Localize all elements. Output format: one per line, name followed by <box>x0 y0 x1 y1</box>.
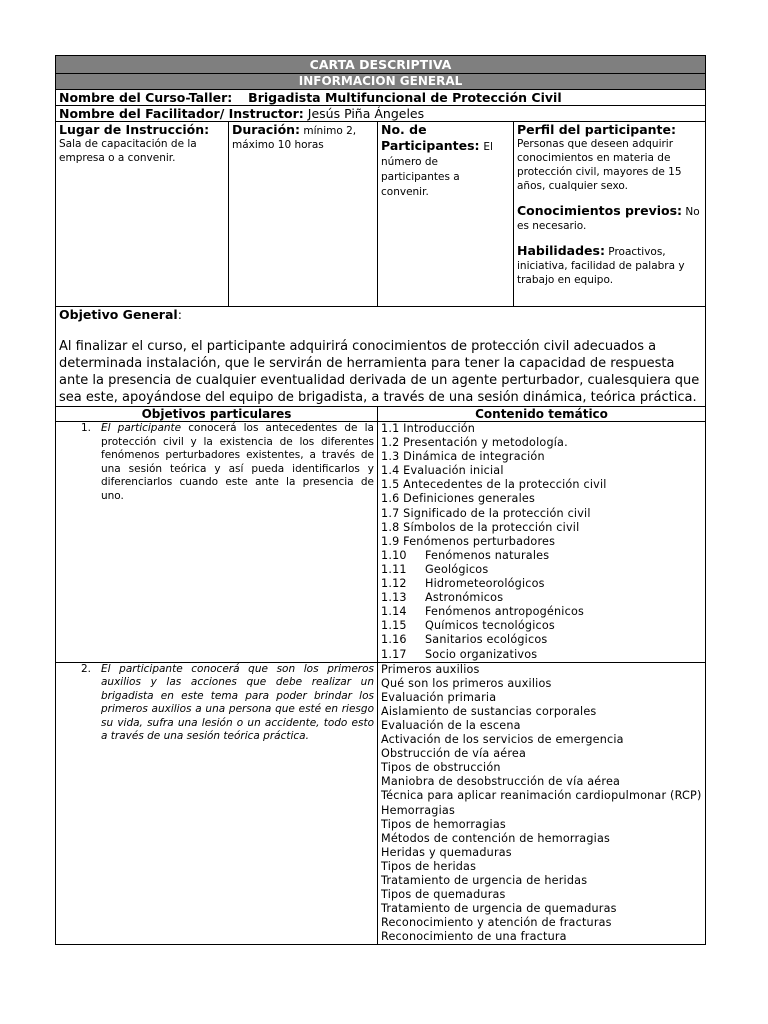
carta-descriptiva-document <box>55 55 705 945</box>
content-item-number: 1.13 <box>381 591 407 605</box>
content-item: Heridas y quemaduras <box>381 845 512 859</box>
title-row <box>56 56 706 74</box>
content-item: Tipos de heridas <box>381 859 477 873</box>
content-item-text: Símbolos de la protección civil <box>403 520 580 534</box>
columns-header-row <box>56 407 706 422</box>
content-item-text: Hidrometeorológicos <box>425 577 545 591</box>
objective-1-text: conocerá los antecedentes de la protección civil y la existencia de los diferentes fenómenos perturbadores existentes, a través de una sesión teórica y así pueda identificarlos y diferenciarlos cuando este ante la presencia de uno. <box>101 422 374 502</box>
content-item: Evaluación de la escena <box>381 718 521 732</box>
document-title: CARTA DESCRIPTIVA <box>56 56 706 74</box>
content-item-text: Astronómicos <box>425 591 504 605</box>
content-item-text: Fenómenos antropogénicos <box>425 605 585 619</box>
course-label: Nombre del Curso-Taller: <box>59 90 233 105</box>
content-item-text: Geológicos <box>425 562 489 576</box>
content-item <box>381 605 702 619</box>
content-item-number: 1.2 <box>381 436 400 450</box>
profile-value: Personas que deseen adquirir conocimientos en materia de protección civil, mayores de 15 años, cualquier sexo. <box>517 138 682 192</box>
objective-2-number: 2. <box>81 662 92 675</box>
content-item: Evaluación primaria <box>381 690 497 704</box>
content-item: Activación de los servicios de emergencia <box>381 733 624 747</box>
particular-objective-2 <box>59 663 374 744</box>
content-item: Tratamiento de urgencia de quemaduras <box>381 902 617 916</box>
content-item-text: Socio organizativos <box>425 647 538 661</box>
participants-cell <box>378 122 514 307</box>
content-item-text: Introducción <box>403 422 476 435</box>
content-item <box>381 464 702 478</box>
content-item-text: Antecedentes de la protección civil <box>403 478 607 492</box>
content-item-number: 1.12 <box>381 577 407 591</box>
content-item-number: 1.11 <box>381 562 407 576</box>
section-title: INFORMACION GENERAL <box>56 74 706 90</box>
facilitator-name: Jesús Piña Ángeles <box>307 106 425 121</box>
particular-objective-1 <box>59 422 374 503</box>
duration-cell <box>229 122 378 307</box>
participants-value: El número de participantes a convenir. <box>381 141 493 198</box>
content-item <box>381 549 702 563</box>
content-item <box>381 450 702 464</box>
content-item <box>381 619 702 633</box>
objective-1-lead: El participante <box>101 422 182 434</box>
place-cell <box>56 122 229 307</box>
content-item <box>381 535 702 549</box>
general-objective-row <box>56 307 706 407</box>
content-item-number: 1.1 <box>381 422 400 435</box>
content-item: Tipos de hemorragias <box>381 817 506 831</box>
content-item <box>381 633 702 647</box>
content-item: Métodos de contención de hemorragias <box>381 831 611 845</box>
participants-label: No. de Participantes: <box>381 122 480 153</box>
duration-value: mínimo 2, máximo 10 horas <box>232 125 357 151</box>
content-item-text: Químicos tecnológicos <box>425 619 555 633</box>
content-item: Tratamiento de urgencia de heridas <box>381 874 588 887</box>
content-item <box>381 436 702 450</box>
content-item: Aislamiento de sustancias corporales <box>381 704 597 718</box>
content-item <box>381 507 702 521</box>
facilitator-label: Nombre del Facilitador/ Instructor: <box>59 106 304 121</box>
content-item <box>381 648 702 662</box>
content-item: Obstrucción de vía aérea <box>381 747 527 761</box>
place-label: Lugar de Instrucción: <box>59 122 210 137</box>
content-item-number: 1.4 <box>381 464 400 478</box>
content-item-number: 1.15 <box>381 619 407 633</box>
content-item: Hemorragias <box>381 803 455 817</box>
objective-row-2 <box>56 662 706 945</box>
content-item <box>381 422 702 436</box>
content-item-text: Presentación y metodología. <box>403 436 568 450</box>
content-item-number: 1.6 <box>381 492 400 506</box>
content-item-number: 1.5 <box>381 478 400 492</box>
content-item <box>381 478 702 492</box>
content-item: Tipos de obstrucción <box>381 761 501 775</box>
prior-knowledge-value: No es necesario. <box>517 206 700 232</box>
general-objective-text: Al finalizar el curso, el participante adquirirá conocimientos de protección civil adecuados a determinada instalación, que le servirán de herramienta para tener la capacidad de respuesta ante la presencia de cualquier eventualidad derivada de un agente perturbador, cualesquiera que sea este, apoyándose del equipo de brigadista, a través de una sesión dinámica, teórica práctica. <box>59 339 700 405</box>
content-item <box>381 521 702 535</box>
content-item: Reconocimiento de una fractura <box>381 930 567 944</box>
content-item-text: Evaluación inicial <box>403 464 504 478</box>
course-row <box>56 90 706 106</box>
carta-descriptiva-table <box>55 55 706 945</box>
thematic-content-header: Contenido temático <box>378 407 706 422</box>
content-list-2 <box>381 663 702 945</box>
info-row <box>56 122 706 307</box>
objective-2-text: El participante conocerá que son los primeros auxilios y las acciones que debe realizar un brigadista en este tema para poder brindar los primeros auxilios a una persona que esté en riesgo su vida, sufra una lesión o un accidente, todo esto a través de una sesión teórica práctica. <box>101 662 374 743</box>
content-item: Maniobra de desobstrucción de vía aérea <box>381 775 621 789</box>
content-item-text: Fenómenos perturbadores <box>403 534 556 548</box>
content-item-number: 1.16 <box>381 633 407 647</box>
content-item-text: Significado de la protección civil <box>403 506 591 520</box>
place-value: Sala de capacitación de la empresa o a convenir. <box>59 138 197 164</box>
content-item <box>381 563 702 577</box>
general-objective-colon: : <box>177 307 182 322</box>
content-item-number: 1.9 <box>381 534 400 548</box>
content-item <box>381 577 702 591</box>
content-item <box>381 492 702 506</box>
content-item-number: 1.3 <box>381 450 400 464</box>
content-item-text: Dinámica de integración <box>403 450 545 464</box>
skills-value: Proactivos, iniciativa, facilidad de palabra y trabajo en equipo. <box>517 246 685 286</box>
objective-row-1 <box>56 422 706 663</box>
content-item: Tipos de quemaduras <box>381 888 506 902</box>
content-item-number: 1.7 <box>381 506 400 520</box>
content-item-number: 1.8 <box>381 520 400 534</box>
content-list-1 <box>381 422 702 662</box>
profile-cell <box>514 122 706 307</box>
content-item-number: 1.17 <box>381 647 407 661</box>
course-name: Brigadista Multifuncional de Protección Civil <box>248 90 562 105</box>
content-item: Primeros auxilios <box>381 662 480 676</box>
duration-label: Duración: <box>232 122 301 137</box>
objective-1-number: 1. <box>81 422 92 434</box>
general-objective-label: Objetivo General <box>59 307 178 322</box>
content-item-text: Sanitarios ecológicos <box>425 633 548 647</box>
content-item: Técnica para aplicar reanimación cardiopulmonar (RCP) <box>381 789 702 803</box>
content-item-text: Fenómenos naturales <box>425 548 550 562</box>
content-item <box>381 591 702 605</box>
subtitle-row <box>56 74 706 90</box>
content-item-text: Definiciones generales <box>403 492 536 506</box>
facilitator-row <box>56 106 706 122</box>
content-item-number: 1.10 <box>381 548 407 562</box>
content-item-number: 1.14 <box>381 605 407 619</box>
particular-objectives-header: Objetivos particulares <box>56 407 378 422</box>
content-item: Qué son los primeros auxilios <box>381 676 552 690</box>
profile-label: Perfil del participante: <box>517 122 677 137</box>
prior-knowledge-label: Conocimientos previos: <box>517 203 683 218</box>
content-item: Reconocimiento y atención de fracturas <box>381 916 612 930</box>
skills-label: Habilidades: <box>517 243 605 258</box>
